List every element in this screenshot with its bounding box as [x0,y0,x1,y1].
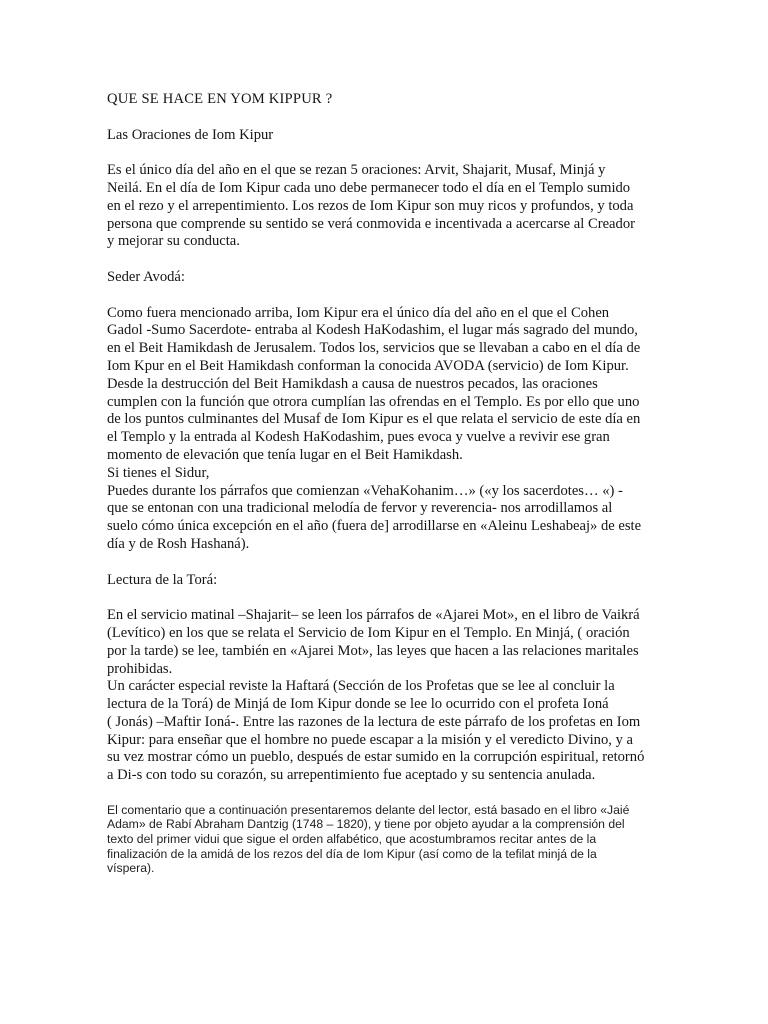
text-line: en el Beit Hamikdash de Jerusalem. Todos los, servicios que se llevaban a cabo en el día de [107,340,641,357]
paragraph-seder-avoda [107,305,667,554]
text-line: Gadol -Sumo Sacerdote- entraba al Kodesh HaKodashim, el lugar más sagrado del mundo, [107,322,638,339]
text-line: el Templo y la entrada al Kodesh HaKodashim, pues evoca y vuelve a revivir ese gran [107,429,610,446]
text-line: en el rezo y el arrepentimiento. Los rezos de Iom Kipur son muy ricos y profundos, y toda [107,197,634,214]
text-line: Como fuera mencionado arriba, Iom Kipur era el único día del año en el que el Cohen [107,304,610,321]
section-heading-oraciones: Las Oraciones de Iom Kipur [107,126,274,143]
text-line: su vez mostrar cómo un pueblo, después de estar sumido en la corrupción espiritual, retornó [107,749,645,766]
text-line: Puedes durante los párrafos que comienzan «VehaKohanim…» («y los sacerdotes… «) - [107,482,623,499]
text-line: a Di-s con todo su corazón, su arrepentimiento fue aceptado y su sentencia anulada. [107,767,596,784]
text-line: (Levítico) en los que se relata el Servicio de Iom Kipur en el Templo. En Minjá, ( oración [107,624,630,641]
closing-commentary [107,803,667,876]
text-line: víspera). [107,861,155,876]
document-title: QUE SE HACE EN YOM KIPPUR ? [107,91,333,107]
text-line: ( Jonás) –Maftir Ioná-. Entre las razones de la lectura de este párrafo de los profetas en Iom [107,713,641,730]
text-line: de los puntos culminantes del Musaf de Iom Kipur es el que relata el servicio de este día en [107,411,641,428]
document-body [107,91,667,876]
text-line: que se entonan con una tradicional melodía de fervor y reverencia- nos arrodillamos al [107,500,613,517]
text-line: día y de Rosh Hashaná). [107,535,250,552]
text-line: prohibidas. [107,660,173,677]
text-line: Desde la destrucción del Beit Hamikdash a causa de nuestros pecados, las oraciones [107,375,598,392]
text-line: texto del primer vidui que sigue el orden alfabético, que acostumbramos recitar antes de la [107,832,597,847]
text-line: El comentario que a continuación presentaremos delante del lector, está basado en el libro «Jaié [107,802,630,817]
text-line: Iom Kpur en el Beit Hamikdash conforman la conocida AVODA (servicio) de Iom Kipur. [107,357,629,374]
text-line: Un carácter especial reviste la Haftará (Sección de los Profetas que se lee al concluir la [107,678,615,695]
paragraph-lectura-tora [107,607,667,785]
text-line: Es el único día del año en el que se rezan 5 oraciones: Arvit, Shajarit, Musaf, Minjá y [107,162,606,179]
text-line: Adam» de Rabí Abraham Dantzig (1748 – 1820), y tiene por objeto ayudar a la comprensión del [107,817,625,832]
section-heading-lectura-tora: Lectura de la Torá: [107,571,218,588]
text-line: Neilá. En el día de Iom Kipur cada uno debe permanecer todo el día en el Templo sumido [107,179,631,196]
paragraph-oraciones [107,162,667,251]
section-heading-seder-avoda: Seder Avodá: [107,268,185,285]
text-line: persona que comprende su sentido se verá conmovida e incentivada a acercarse al Creador [107,215,635,232]
text-line: Si tienes el Sidur, [107,464,210,481]
text-line: En el servicio matinal –Shajarit– se leen los párrafos de «Ajarei Mot», en el libro de Vaikrá [107,607,640,624]
text-line: suelo cómo única excepción en el año (fuera de] arrodillarse en «Aleinu Leshabeaj» de este [107,518,642,535]
text-line: momento de elevación que tenía lugar en el Beit Hamikdash. [107,446,463,463]
text-line: y mejorar su conducta. [107,233,240,250]
text-line: finalización de la amidá de los rezos del día de Iom Kipur (así como de la tefilat minjá de la [107,846,597,861]
text-line: cumplen con la función que otrora cumplían las ofrendas en el Templo. Es por ello que uno [107,393,640,410]
text-line: Kipur: para enseñar que el hombre no puede escapar a la misión y el veredicto Divino, y a [107,731,633,748]
text-line: por la tarde) se lee, también en «Ajarei Mot», las leyes que hacen a las relaciones maritales [107,642,639,659]
text-line: lectura de la Torá) de Minjá de Iom Kipur donde se lee lo ocurrido con el profeta Ioná [107,696,609,713]
